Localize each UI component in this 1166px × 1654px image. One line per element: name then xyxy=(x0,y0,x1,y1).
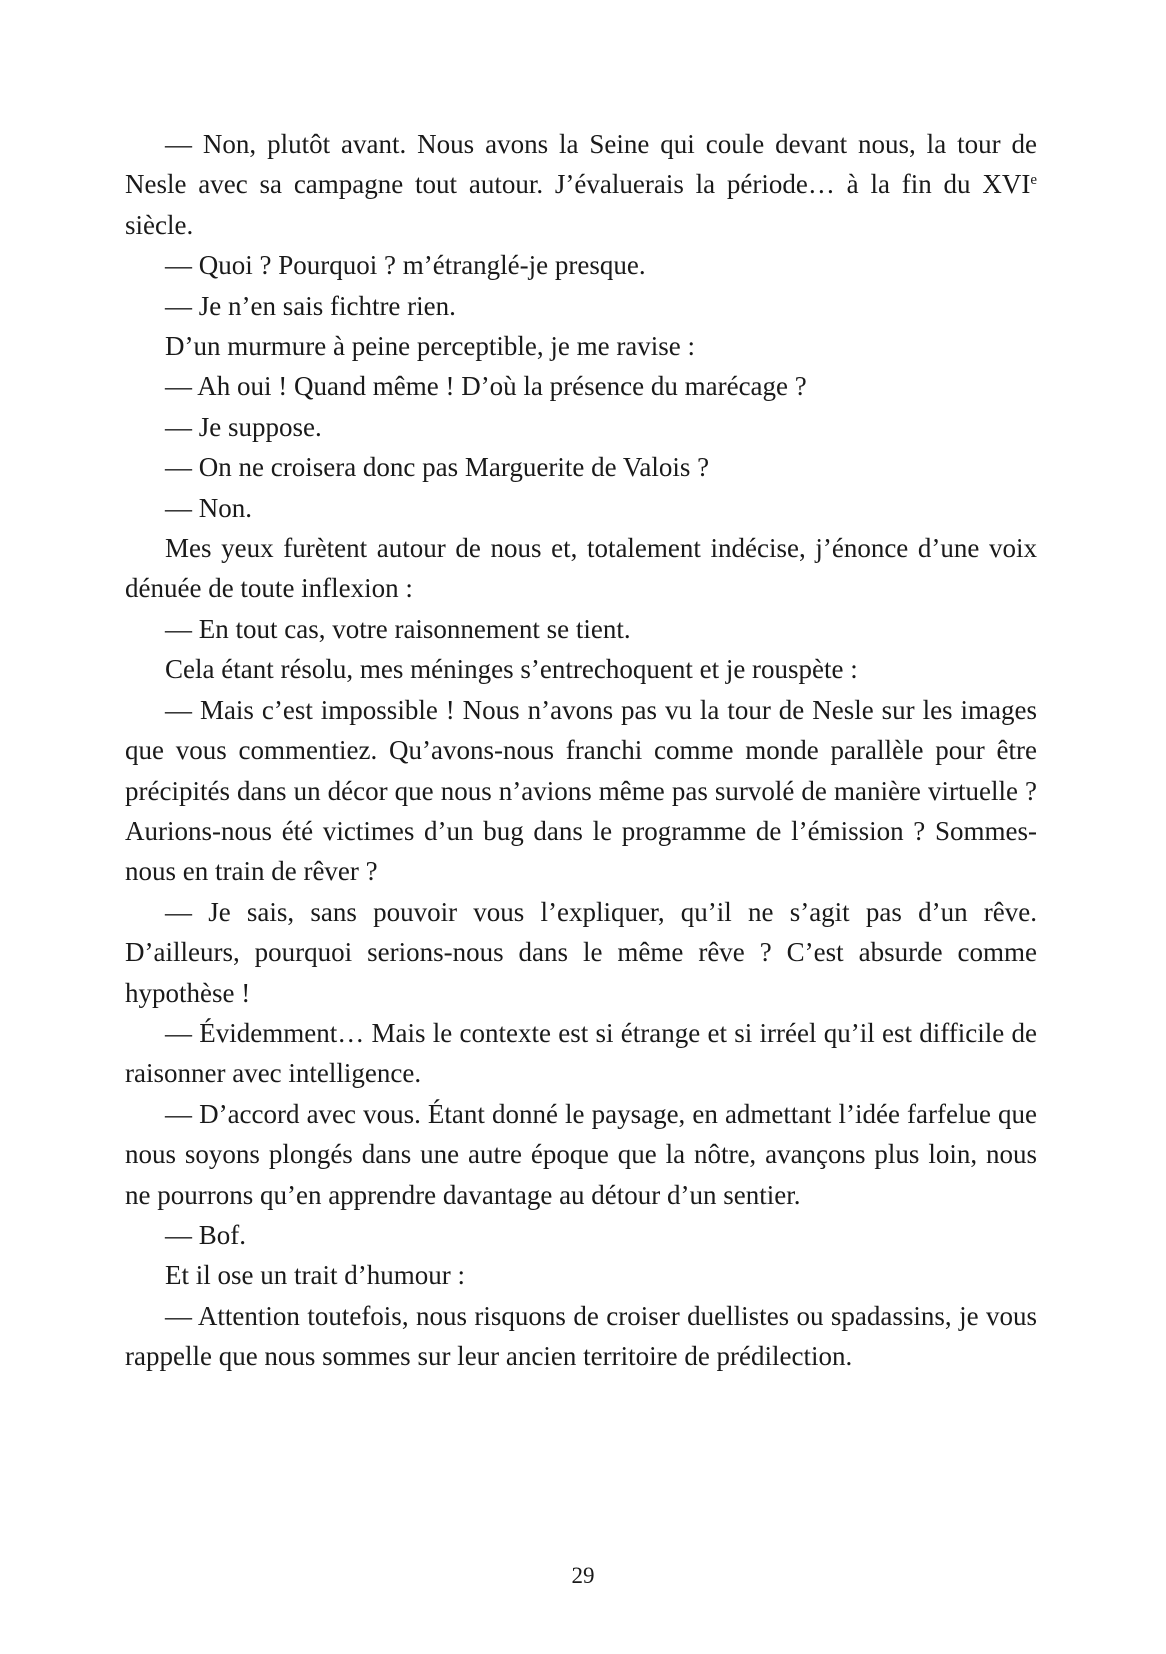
paragraph: — Je sais, sans pouvoir vous l’expliquer, qu’il ne s’agit pas d’un rêve. D’ailleurs, pourquoi serions-nous dans le même rêve ? C’est absurde comme hypothèse ! xyxy=(125,896,1037,1008)
page-number: 29 xyxy=(571,1563,595,1588)
paragraph: — Évidemment… Mais le contexte est si étrange et si irréel qu’il est difficile de raisonner avec intelligence. xyxy=(125,1017,1037,1089)
paragraph: — Je suppose. xyxy=(165,411,322,442)
page-body xyxy=(125,124,1037,1377)
paragraph-text: — Non, plutôt avant. Nous avons la Seine qui coule devant nous, la tour de Nesle avec sa campagne tout autour. J’évaluerais la période… à la fin du XVI xyxy=(125,129,1037,200)
paragraph: — Quoi ? Pourquoi ? m’étranglé-je presque. xyxy=(165,250,646,281)
paragraph: — On ne croisera donc pas Marguerite de Valois ? xyxy=(165,452,710,483)
paragraph: — Mais c’est impossible ! Nous n’avons pas vu la tour de Nesle sur les images que vous commentiez. Qu’avons-nous franchi comme monde parallèle pour être précipités dans un décor que nous n’avions même pas survolé de manière virtuelle ? Aurions-nous été victimes d’un bug dans le programme de l’émission ? Sommes-nous en train de rêver ? xyxy=(125,694,1037,887)
paragraph-text-tail: siècle. xyxy=(125,209,194,240)
paragraph: — Je n’en sais fichtre rien. xyxy=(165,290,456,321)
paragraph: — En tout cas, votre raisonnement se tient. xyxy=(165,613,631,644)
superscript: e xyxy=(1030,172,1037,189)
paragraph xyxy=(125,124,1037,245)
paragraph: — Attention toutefois, nous risquons de croiser duellistes ou spadassins, je vous rappelle que nous sommes sur leur ancien territoire de prédilection. xyxy=(125,1300,1037,1372)
paragraph: Et il ose un trait d’humour : xyxy=(165,1260,465,1291)
paragraph: — Bof. xyxy=(165,1219,246,1250)
paragraph: Cela étant résolu, mes méninges s’entrechoquent et je rouspète : xyxy=(165,654,858,685)
paragraph: D’un murmure à peine perceptible, je me ravise : xyxy=(165,331,696,362)
paragraph: Mes yeux furètent autour de nous et, totalement indécise, j’énonce d’une voix dénuée de toute inflexion : xyxy=(125,533,1037,604)
paragraph: — D’accord avec vous. Étant donné le paysage, en admettant l’idée farfelue que nous soyons plongés dans une autre époque que la nôtre, avançons plus loin, nous ne pourrons qu’en apprendre davantage au détour d’un sentier. xyxy=(125,1098,1037,1210)
paragraph: — Ah oui ! Quand même ! D’où la présence du marécage ? xyxy=(165,371,807,402)
paragraph: — Non. xyxy=(165,492,252,523)
